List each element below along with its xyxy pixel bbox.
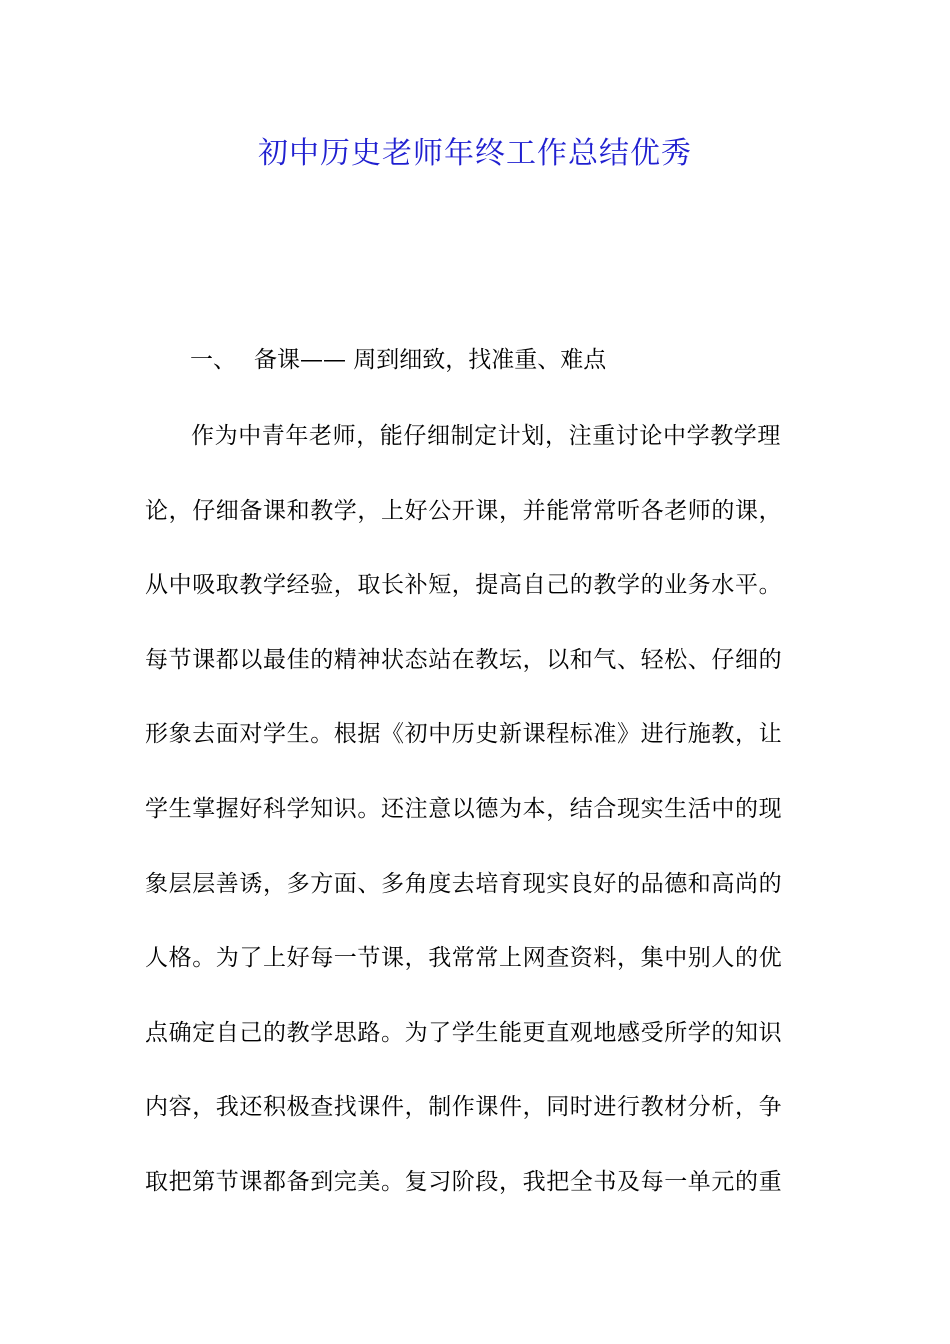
paragraph-line: 论，仔细备课和教学，上好公开课，并能常常听各老师的课， — [145, 497, 783, 524]
section-heading — [190, 342, 606, 378]
paragraph-line: 从中吸取教学经验，取长补短，提高自己的教学的业务水平。 — [145, 572, 783, 599]
body-paragraph — [145, 418, 807, 1239]
section-number: 一、 — [190, 347, 236, 373]
paragraph-line: 点确定自己的教学思路。为了学生能更直观地感受所学的知识 — [145, 1019, 783, 1046]
paragraph-line: 人格。为了上好每一节课，我常常上网查资料，集中别人的优 — [145, 945, 783, 972]
document-title: 初中历史老师年终工作总结优秀 — [258, 136, 692, 171]
paragraph-line: 每节课都以最佳的精神状态站在教坛，以和气、轻松、仔细的 — [145, 646, 783, 673]
paragraph-line: 内容，我还积极查找课件，制作课件，同时进行教材分析，争 — [145, 1094, 783, 1121]
paragraph-line: 形象去面对学生。根据《初中历史新课程标准》进行施教，让 — [145, 721, 783, 748]
section-heading-text: 备课—— 周到细致，找准重、难点 — [254, 347, 607, 373]
paragraph-line: 取把第节课都备到完美。复习阶段，我把全书及每一单元的重 — [145, 1168, 783, 1195]
paragraph-line: 象层层善诱，多方面、多角度去培育现实良好的品德和高尚的 — [145, 870, 783, 897]
paragraph-line: 学生掌握好科学知识。还注意以德为本，结合现实生活中的现 — [145, 795, 783, 822]
paragraph-line: 作为中青年老师，能仔细制定计划，注重讨论中学教学理 — [191, 423, 781, 449]
